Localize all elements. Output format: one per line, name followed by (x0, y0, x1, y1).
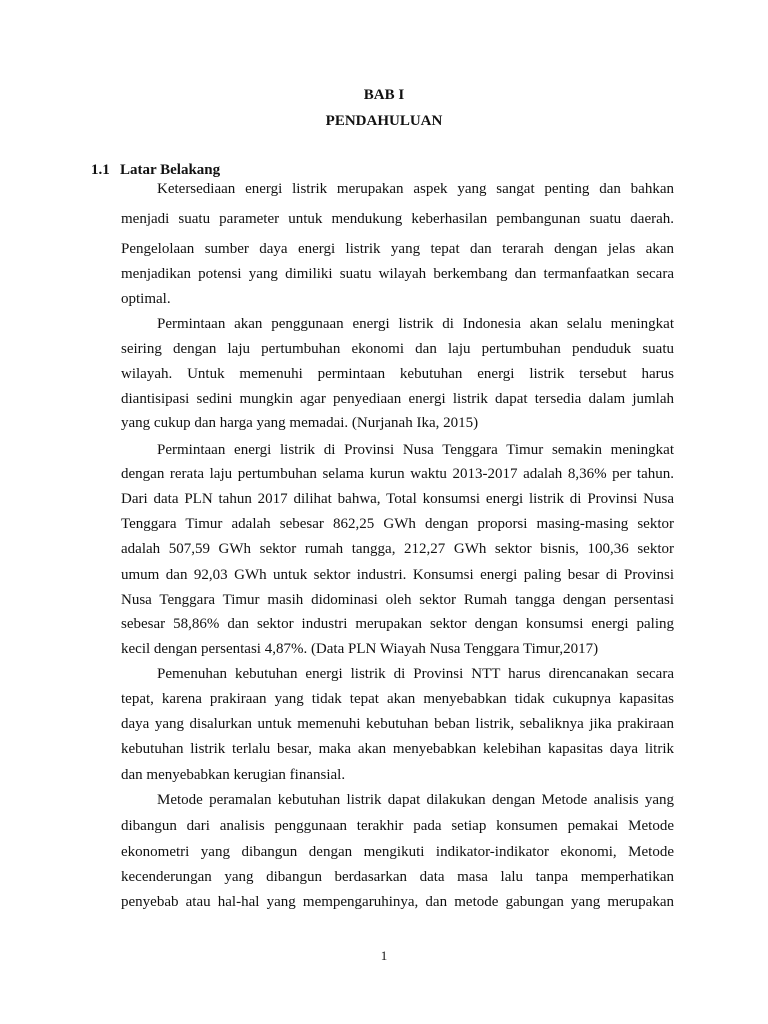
text-line: Permintaan energi listrik di Provinsi Nusa Tenggara Timur semakin meningkat (157, 442, 674, 458)
page-number: 1 (380, 948, 388, 963)
text-line: Nusa Tenggara Timur masih didominasi oleh sektor Rumah tangga dengan persentasi (121, 592, 674, 608)
text-line: adalah 507,59 GWh sektor rumah tangga, 212,27 GWh sektor bisnis, 100,36 sektor (121, 541, 674, 557)
section-heading (91, 161, 220, 179)
text-line: menjadikan potensi yang dimiliki suatu wilayah berkembang dan termanfaatkan secara (121, 266, 674, 282)
text-line: Metode peramalan kebutuhan listrik dapat dilakukan dengan Metode analisis yang (157, 792, 674, 808)
section-number: 1.1 (91, 162, 110, 178)
text-line: menjadi suatu parameter untuk mendukung keberhasilan pembangunan suatu daerah. (121, 211, 674, 227)
text-line: yang cukup dan harga yang memadai. (Nurjanah Ika, 2015) (121, 415, 479, 431)
text-line: kebutuhan listrik terlalu besar, maka akan menyebabkan kelebihan kapasitas daya litrik (121, 741, 674, 757)
section-title: Latar Belakang (120, 162, 221, 178)
text-line: wilayah. Untuk memenuhi permintaan kebutuhan energi listrik tersebut harus (121, 366, 674, 382)
text-line: Ketersediaan energi listrik merupakan aspek yang sangat penting dan bahkan (157, 181, 674, 197)
text-line: Pengelolaan sumber daya energi listrik yang tepat dan terarah dengan jelas akan (121, 241, 674, 257)
text-line: Dari data PLN tahun 2017 dilihat bahwa, Total konsumsi energi listrik di Provinsi Nusa (121, 491, 674, 507)
text-line: dibangun dari analisis penggunaan terakhir pada setiap konsumen pemakai Metode (121, 818, 674, 834)
text-line: daya yang disalurkan untuk memenuhi kebutuhan beban listrik, sebaliknya jika prakiraan (121, 716, 674, 732)
text-line: Tenggara Timur adalah sebesar 862,25 GWh dengan proporsi masing-masing sektor (121, 516, 674, 532)
text-line: tepat, karena prakiraan yang tidak tepat akan menyebabkan tidak cukupnya kapasitas (121, 691, 674, 707)
text-line: kecenderungan yang dibangun berdasarkan data masa lalu tanpa memperhatikan (121, 869, 674, 885)
chapter-label: BAB I (363, 87, 405, 103)
text-line: sebesar 58,86% dan sektor industri merupakan sektor dengan konsumsi energi paling (121, 616, 674, 632)
text-line: kecil dengan persentasi 4,87%. (Data PLN Wiayah Nusa Tenggara Timur,2017) (121, 641, 599, 657)
text-line: optimal. (121, 291, 171, 307)
text-line: ekonometri yang dibangun dengan mengikuti indikator-indikator ekonomi, Metode (121, 844, 674, 860)
text-line: dengan rerata laju pertumbuhan selama kurun waktu 2013-2017 adalah 8,36% per tahun. (121, 466, 674, 482)
text-line: diantisipasi sedini mungkin agar penyediaan energi listrik dapat tersedia dalam jumlah (121, 391, 674, 407)
chapter-title: PENDAHULUAN (325, 113, 443, 129)
text-line: seiring dengan laju pertumbuhan ekonomi dan laju pertumbuhan penduduk suatu (121, 341, 674, 357)
text-line: Permintaan akan penggunaan energi listrik di Indonesia akan selalu meningkat (157, 316, 674, 332)
text-line: penyebab atau hal-hal yang mempengaruhinya, dan metode gabungan yang merupakan (121, 894, 674, 910)
text-line: dan menyebabkan kerugian finansial. (121, 767, 346, 783)
text-line: Pemenuhan kebutuhan energi listrik di Provinsi NTT harus direncanakan secara (157, 666, 674, 682)
text-line: umum dan 92,03 GWh untuk sektor industri. Konsumsi energi paling besar di Provinsi (121, 567, 674, 583)
